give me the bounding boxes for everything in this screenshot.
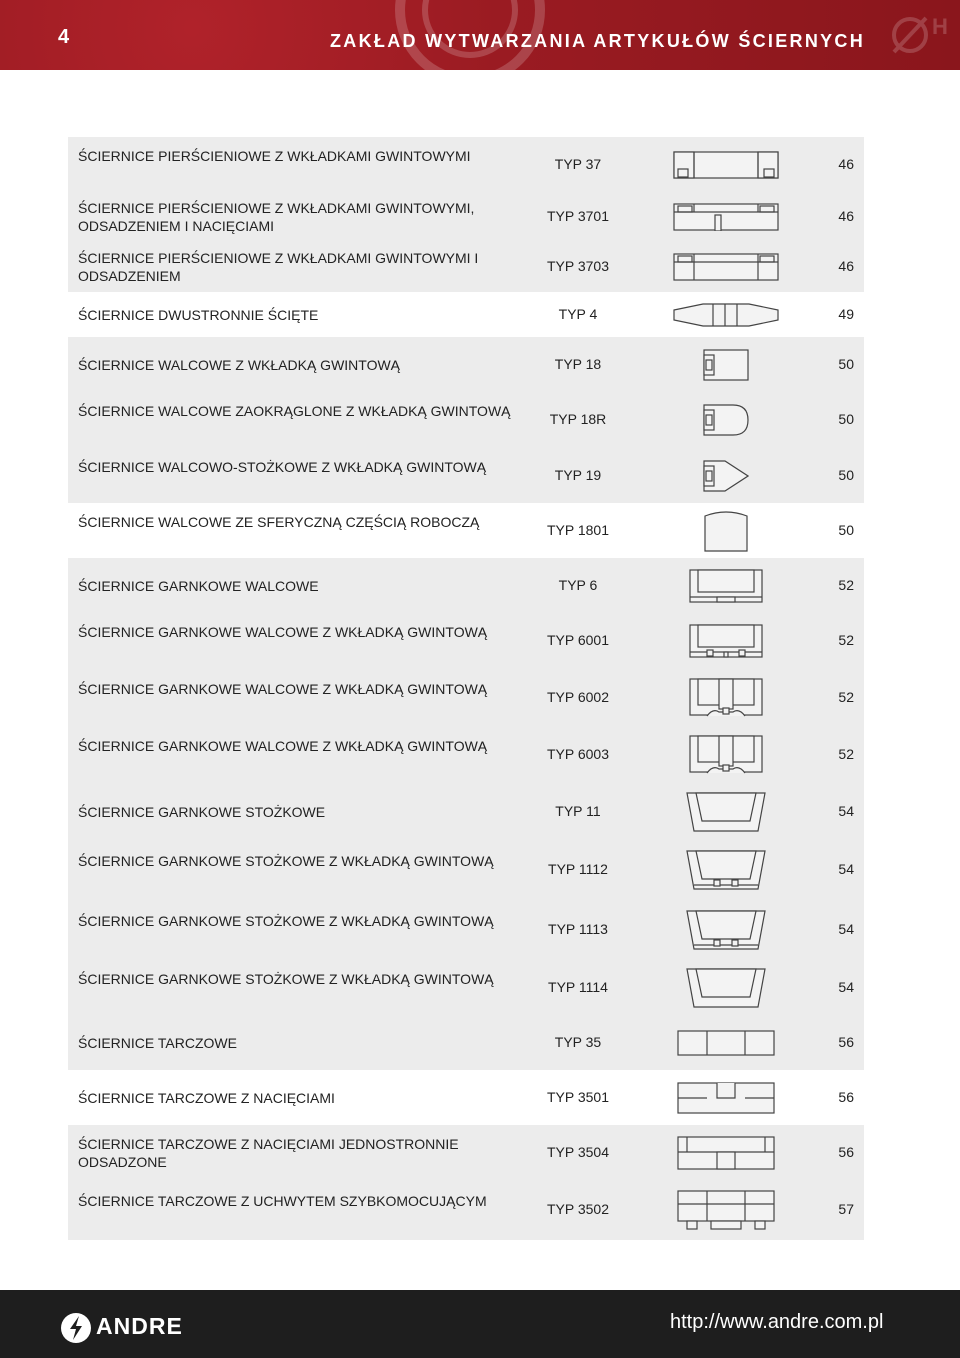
table-row xyxy=(68,503,864,558)
product-name: ŚCIERNICE PIERŚCIENIOWE Z WKŁADKAMI GWINTOWYMI, ODSADZENIEM I NACIĘCIAMI xyxy=(78,200,475,234)
product-name: ŚCIERNICE GARNKOWE WALCOWE xyxy=(78,577,319,594)
table-row xyxy=(68,783,864,840)
product-type: TYP 18 xyxy=(554,355,602,372)
page-reference: 46 xyxy=(838,258,854,274)
cup-hub-icon xyxy=(689,678,763,718)
flare-inserts-icon xyxy=(686,850,766,890)
disc-chuck-icon xyxy=(677,1190,775,1230)
product-type: TYP 1801 xyxy=(546,521,609,538)
table-row xyxy=(68,292,864,337)
page-reference: 54 xyxy=(838,921,854,937)
page-reference: 50 xyxy=(838,411,854,427)
page-reference: 56 xyxy=(838,1088,854,1105)
product-name: ŚCIERNICE GARNKOWE WALCOWE Z WKŁADKĄ GWINTOWĄ xyxy=(78,624,488,640)
plug-cone-icon xyxy=(703,460,749,492)
product-type: TYP 37 xyxy=(554,155,602,172)
table-row xyxy=(68,960,864,1015)
product-name: ŚCIERNICE WALCOWE ZAOKRĄGLONE Z WKŁADKĄ GWINTOWĄ xyxy=(78,403,511,419)
table-row xyxy=(68,337,864,392)
table-row xyxy=(68,613,864,669)
ring-inserts-icon xyxy=(673,151,779,179)
page-number: 4 xyxy=(58,26,70,48)
product-type: TYP 1112 xyxy=(548,861,608,877)
product-name: ŚCIERNICE GARNKOWE WALCOWE Z WKŁADKĄ GWINTOWĄ xyxy=(78,737,488,754)
table-row xyxy=(68,137,864,192)
page-title: ZAKŁAD WYTWARZANIA ARTYKUŁÓW ŚCIERNYCH xyxy=(330,31,866,51)
product-name: ŚCIERNICE GARNKOWE STOŻKOWE Z WKŁADKĄ GWINTOWĄ xyxy=(78,853,494,869)
product-name: ŚCIERNICE PIERŚCIENIOWE Z WKŁADKAMI GWINTOWYMI I ODSADZENIEM xyxy=(78,250,479,284)
page-reference: 46 xyxy=(838,155,854,172)
product-name: ŚCIERNICE PIERŚCIENIOWE Z WKŁADKAMI GWINTOWYMI xyxy=(78,147,471,164)
table-row xyxy=(68,192,864,242)
product-table xyxy=(68,137,864,1240)
table-row xyxy=(68,900,864,960)
product-type: TYP 3504 xyxy=(546,1143,609,1160)
table-row xyxy=(68,242,864,292)
product-type: TYP 6003 xyxy=(546,745,609,762)
cup-icon xyxy=(689,569,763,603)
table-row xyxy=(68,392,864,448)
double-taper-icon xyxy=(673,302,779,328)
product-name: ŚCIERNICE TARCZOWE Z NACIĘCIAMI xyxy=(78,1089,335,1106)
page-reference: 57 xyxy=(838,1201,854,1217)
ring-inserts-step-icon xyxy=(673,253,779,281)
page-reference: 52 xyxy=(838,745,854,762)
page-reference: 56 xyxy=(838,1033,854,1050)
page-reference: 46 xyxy=(838,208,854,224)
table-row xyxy=(68,840,864,900)
product-type: TYP 1113 xyxy=(548,921,608,937)
product-type: TYP 1114 xyxy=(548,978,608,995)
page-reference: 56 xyxy=(838,1143,854,1160)
product-type: TYP 6001 xyxy=(546,632,609,648)
product-type: TYP 6002 xyxy=(546,688,609,705)
product-name: ŚCIERNICE GARNKOWE STOŻKOWE Z WKŁADKĄ GWINTOWĄ xyxy=(78,970,494,987)
disc-step-icon xyxy=(677,1136,775,1170)
page-reference: 54 xyxy=(838,802,854,819)
product-name: ŚCIERNICE TARCZOWE Z NACIĘCIAMI JEDNOSTRONNIE ODSADZONE xyxy=(78,1135,459,1170)
plug-icon xyxy=(703,349,749,381)
page-reference: 49 xyxy=(838,305,854,322)
product-type: TYP 6 xyxy=(558,576,598,593)
product-type: TYP 35 xyxy=(554,1033,602,1050)
page-reference: 54 xyxy=(838,861,854,877)
ring-inserts-notch-icon xyxy=(673,203,779,231)
flare-icon xyxy=(686,968,766,1008)
table-row xyxy=(68,1125,864,1180)
product-name: ŚCIERNICE DWUSTRONNIE ŚCIĘTE xyxy=(78,306,319,323)
table-row xyxy=(68,558,864,613)
page-reference: 54 xyxy=(838,978,854,995)
product-type: TYP 3701 xyxy=(546,208,609,224)
product-type: TYP 3501 xyxy=(546,1088,609,1105)
svg-text:H: H xyxy=(932,14,948,39)
page-reference: 50 xyxy=(838,521,854,538)
disc-icon xyxy=(677,1030,775,1056)
plug-sphere-icon xyxy=(704,510,748,552)
page-reference: 50 xyxy=(838,466,854,483)
product-name: ŚCIERNICE WALCOWO-STOŻKOWE Z WKŁADKĄ GWINTOWĄ xyxy=(78,458,487,475)
product-name: ŚCIERNICE GARNKOWE WALCOWE Z WKŁADKĄ GWINTOWĄ xyxy=(78,680,488,697)
website-link[interactable]: http://www.andre.com.pl xyxy=(670,1311,884,1333)
table-row xyxy=(68,669,864,726)
product-type: TYP 18R xyxy=(549,411,607,427)
page-reference: 52 xyxy=(838,576,854,593)
product-type: TYP 3502 xyxy=(546,1201,609,1217)
table-row xyxy=(68,726,864,783)
product-name: ŚCIERNICE WALCOWE ZE SFERYCZNĄ CZĘŚCIĄ ROBOCZĄ xyxy=(78,513,480,530)
cup-hub-icon xyxy=(689,735,763,775)
flare-icon xyxy=(686,792,766,832)
diameter-watermark-icon xyxy=(880,0,960,70)
andre-logo-icon xyxy=(60,1312,92,1344)
page-reference: 52 xyxy=(838,688,854,705)
table-row xyxy=(68,1070,864,1125)
table-row xyxy=(68,448,864,503)
product-name: ŚCIERNICE TARCZOWE Z UCHWYTEM SZYBKOMOCUJĄCYM xyxy=(78,1193,487,1209)
product-type: TYP 19 xyxy=(554,466,602,483)
page-reference: 50 xyxy=(838,355,854,372)
product-type: TYP 3703 xyxy=(546,258,609,274)
product-type: TYP 4 xyxy=(558,305,598,322)
plug-round-icon xyxy=(703,404,749,436)
cup-inserts-icon xyxy=(689,624,763,658)
product-name: ŚCIERNICE GARNKOWE STOŻKOWE xyxy=(78,803,326,820)
product-type: TYP 11 xyxy=(555,802,601,819)
product-name: ŚCIERNICE GARNKOWE STOŻKOWE Z WKŁADKĄ GWINTOWĄ xyxy=(78,913,494,929)
table-row xyxy=(68,1015,864,1070)
flare-inserts-icon xyxy=(686,910,766,950)
table-row xyxy=(68,1180,864,1240)
product-name: ŚCIERNICE WALCOWE Z WKŁADKĄ GWINTOWĄ xyxy=(78,356,401,373)
andre-logo-text: ANDRE xyxy=(96,1313,183,1339)
product-name: ŚCIERNICE TARCZOWE xyxy=(78,1034,237,1051)
page-reference: 52 xyxy=(838,632,854,648)
disc-notch-icon xyxy=(677,1082,775,1114)
